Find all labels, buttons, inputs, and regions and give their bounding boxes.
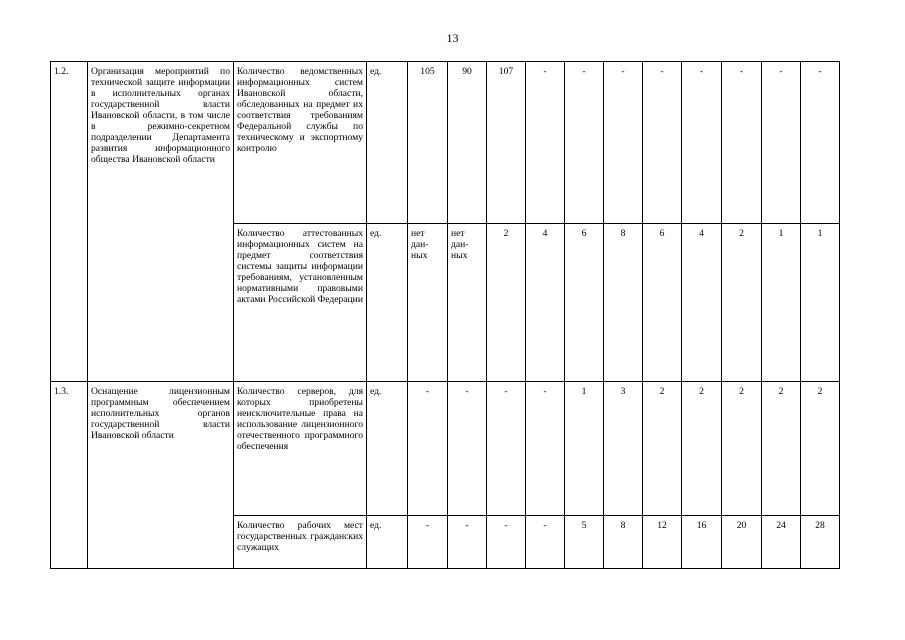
activity-cell: Организация мероприятий по технической защите информации в исполнительных органах государственной власти Ивановской области, в том числе в режимно-секретном подразделении Департамента развития информационного общества Ивановской области — [88, 62, 234, 382]
value-cell: 1 — [801, 224, 840, 382]
value-cell: - — [448, 516, 487, 569]
value-cell: 2 — [762, 382, 801, 516]
value-cell: 2 — [722, 224, 762, 382]
value-cell: 6 — [643, 224, 682, 382]
value-cell: нет дан-ных — [448, 224, 487, 382]
indicators-table — [50, 61, 840, 569]
value-cell: - — [643, 62, 682, 224]
value-cell: 28 — [801, 516, 840, 569]
value-cell: нет дан-ных — [408, 224, 448, 382]
value-cell: 1 — [762, 224, 801, 382]
value-cell: 8 — [604, 224, 643, 382]
value-cell: 2 — [487, 224, 526, 382]
value-cell: 2 — [682, 382, 722, 516]
value-cell: - — [565, 62, 604, 224]
value-cell: - — [526, 516, 565, 569]
value-cell: 4 — [526, 224, 565, 382]
row-number: 1.3. — [51, 382, 88, 569]
indicator-name: Количество рабочих мест государственных гражданских служащих — [234, 516, 367, 569]
page-number: 13 — [446, 31, 459, 45]
indicator-name: Количество аттестованных информационных систем на предмет соответствия системы защиты информации требованиям, установленным нормативными правовыми актами Российской Федерации — [234, 224, 367, 382]
value-cell: 16 — [682, 516, 722, 569]
table-row — [51, 382, 840, 516]
value-cell: 2 — [722, 382, 762, 516]
value-cell: 3 — [604, 382, 643, 516]
value-cell: 5 — [565, 516, 604, 569]
value-cell: - — [487, 516, 526, 569]
value-cell: 105 — [408, 62, 448, 224]
value-cell: - — [408, 382, 448, 516]
activity-cell: Оснащение лицензионным программным обеспечением исполнительных органов государственной власти Ивановской области — [88, 382, 234, 569]
value-cell: 107 — [487, 62, 526, 224]
unit-cell: ед. — [367, 382, 408, 516]
value-cell: - — [526, 62, 565, 224]
value-cell: 2 — [801, 382, 840, 516]
unit-cell: ед. — [367, 224, 408, 382]
unit-cell: ед. — [367, 516, 408, 569]
value-cell: - — [408, 516, 448, 569]
value-cell: 12 — [643, 516, 682, 569]
indicator-name: Количество серверов, для которых приобретены неисключительные права на использование лицензионного отечественного программного обеспечения — [234, 382, 367, 516]
value-cell: 1 — [565, 382, 604, 516]
value-cell: - — [526, 382, 565, 516]
value-cell: - — [762, 62, 801, 224]
row-number: 1.2. — [51, 62, 88, 382]
value-cell: - — [722, 62, 762, 224]
value-cell: 24 — [762, 516, 801, 569]
indicator-name: Количество ведомственных информационных систем Ивановской области, обследованных на предмет их соответствия требованиям Федеральной службы по техническому и экспортному контролю — [234, 62, 367, 224]
value-cell: 90 — [448, 62, 487, 224]
value-cell: 20 — [722, 516, 762, 569]
value-cell: 4 — [682, 224, 722, 382]
value-cell: - — [487, 382, 526, 516]
unit-cell: ед. — [367, 62, 408, 224]
value-cell: - — [604, 62, 643, 224]
value-cell: 2 — [643, 382, 682, 516]
value-cell: - — [801, 62, 840, 224]
table-row — [51, 62, 840, 224]
value-cell: 8 — [604, 516, 643, 569]
value-cell: 6 — [565, 224, 604, 382]
value-cell: - — [682, 62, 722, 224]
value-cell: - — [448, 382, 487, 516]
